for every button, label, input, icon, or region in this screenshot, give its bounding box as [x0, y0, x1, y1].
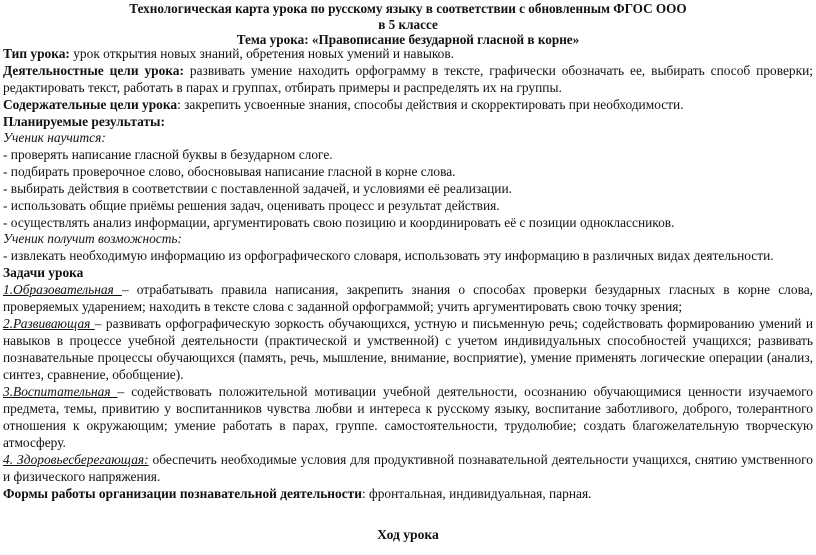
activity-goals-label: Деятельностные цели урока:: [3, 63, 184, 78]
task-developing: [3, 316, 813, 332]
task-health-label: 4. Здоровьесберегающая:: [3, 452, 149, 467]
task-upbringing-cont: предмета, темы, привитию у воспитанников чувства любви и интереса к русскому языку, воспитание заботливого, доброго, толерантного: [3, 401, 813, 416]
task-developing-cont: познавательные процессы обучающихся (память, речь, мышление, внимание, восприятие), умение применять логические операции (анализ,: [3, 350, 813, 365]
lesson-topic: Тема урока: «Правописание безударной гласной в корне»: [236, 32, 580, 47]
learns-label-text: Ученик научится:: [3, 130, 106, 145]
activity-goals-text: развивать умение находить орфограмму в тексте, графически обозначать ее, выбирать способ проверки;: [183, 63, 813, 78]
task-upbringing: [3, 384, 813, 400]
grade-line: в 5 классе: [378, 17, 438, 32]
list-item: - подбирать проверочное слово, обосновывая написание гласной в корне слова.: [3, 164, 456, 179]
planned-results-heading-text: Планируемые результаты:: [3, 114, 165, 129]
lesson-type: [3, 46, 813, 62]
task-health-text: обеспечить необходимые условия для продуктивной познавательной деятельности учащихся, снятию умственного: [148, 452, 813, 467]
content-goals: [3, 97, 813, 113]
task-health: [3, 452, 813, 468]
task-upbringing-label: 3.Воспитательная: [3, 384, 118, 399]
task-educational-cont: проверяемых ударением; находить в тексте слова с заданной орфограммой; учить аргументировать свою точку зрения;: [3, 299, 683, 314]
opportunity-label: [3, 231, 813, 247]
content-goals-label: Содержательные цели урока: [3, 97, 178, 112]
task-developing-cont: навыков в процессе учебной деятельности (практической и умственной) с учетом индивидуальных способностей учащихся; развивать: [3, 333, 813, 348]
document-title: Технологическая карта урока по русскому языку в соответствии с обновленным ФГОС ООО: [129, 1, 687, 16]
task-educational-label: 1.Образовательная: [3, 282, 122, 297]
task-health-cont: и физического напряжения.: [3, 469, 161, 484]
task-educational-text: – отрабатывать правила написания, закрепить знания о способах проверки безударных гласных в корне слова,: [121, 282, 814, 297]
lesson-type-text: урок открытия новых знаний, обретения новых умений и навыков.: [69, 46, 455, 61]
list-item: - осуществлять анализ информации, аргументировать свою позицию и координировать её с позиции одноклассников.: [3, 215, 675, 230]
opportunity-item: - извлекать необходимую информацию из орфографического словаря, использовать эту информацию в различных видах деятельности.: [3, 248, 774, 263]
opportunity-label-text: Ученик получит возможность:: [3, 231, 182, 246]
activity-goals-cont: редактировать текст, работать в парах и группах, отбирать примеры и распределять их на группы.: [3, 80, 562, 95]
list-item: - использовать общие приёмы решения задач, оценивать процесс и результат действия.: [3, 198, 500, 213]
tasks-heading: [3, 265, 813, 281]
tasks-heading-text: Задачи урока: [3, 265, 84, 280]
lesson-type-label: Тип урока:: [3, 46, 70, 61]
learns-label: [3, 130, 813, 146]
work-forms-label: Формы работы организации познавательной деятельности: [3, 486, 362, 501]
planned-results-heading: [3, 114, 813, 130]
work-forms: [3, 486, 813, 502]
list-item: - проверять написание гласной буквы в безударном слоге.: [3, 147, 333, 162]
task-developing-cont: синтез, сравнение, обобщение).: [3, 367, 184, 382]
list-item: - выбирать действия в соответствии с поставленной задачей, и условиями её реализации.: [3, 181, 512, 196]
lesson-progress-heading: Ход урока: [377, 527, 439, 542]
work-forms-text: : фронтальная, индивидуальная, парная.: [361, 486, 592, 501]
activity-goals: [3, 63, 813, 79]
task-upbringing-text: – содействовать положительной мотивации учебной деятельности, осознанию обучающимися ценности изучаемого: [117, 384, 813, 399]
task-upbringing-cont: атмосферу.: [3, 435, 66, 450]
task-developing-label: 2.Развивающая: [3, 316, 95, 331]
content-goals-text: : закрепить усвоенные знания, способы действия и скорректировать при необходимости.: [177, 97, 684, 112]
task-educational: [3, 282, 813, 298]
task-developing-text: – развивать орфографическую зоркость обучающихся, устную и письменную речь; содействовать формированию умений и: [94, 316, 813, 331]
task-upbringing-cont: отношения к окружающим; умение работать в парах, группе. самостоятельности, трудолюбие; создать благожелательную творческую: [3, 418, 813, 433]
